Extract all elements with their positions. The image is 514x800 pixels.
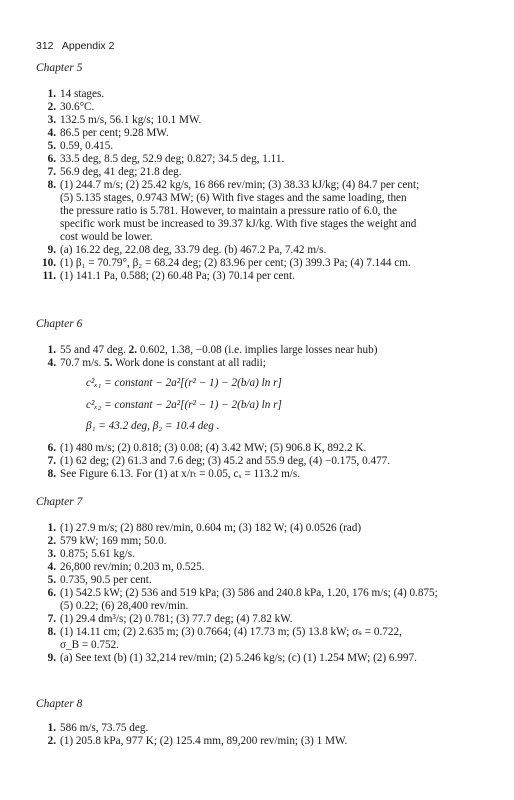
- equation-cx2: c²ₓ₂ = constant − 2a²[(r² − 1) − 2(b/a) ln r]: [86, 399, 282, 411]
- list-item: [36, 587, 472, 600]
- list-item: [36, 101, 472, 114]
- list-item: [36, 561, 472, 574]
- list-item: [36, 626, 472, 639]
- answer-text: 56.9 deg, 41 deg; 21.8 deg.: [60, 166, 182, 178]
- chapter-6-heading: Chapter 6: [36, 318, 83, 330]
- list-item: [36, 600, 472, 613]
- answer-number: 2.: [47, 101, 56, 113]
- list-item: [36, 270, 472, 283]
- chapter-8-answers: [36, 722, 472, 748]
- answer-text: (1) 27.9 m/s; (2) 880 rev/min, 0.604 m; (3) 182 W; (4) 0.0526 (rad): [60, 522, 362, 534]
- answer-text: the pressure ratio is 5.781. However, to maintain a pressure ratio of 6.0, the: [60, 205, 397, 217]
- list-item: [36, 179, 472, 192]
- answer-number: 4.: [47, 127, 56, 139]
- list-item: [36, 548, 472, 561]
- answer-text: σ_B = 0.752.: [60, 639, 119, 651]
- answer-text: 0.59, 0.415.: [60, 140, 114, 152]
- answer-number: 5.: [47, 574, 56, 586]
- answer-number: 1.: [47, 522, 56, 534]
- list-item: [36, 218, 472, 231]
- answer-number: 9.: [47, 652, 56, 664]
- list-item: [36, 522, 472, 535]
- section-title: Appendix 2: [61, 40, 115, 52]
- answer-number: 2.: [47, 735, 56, 747]
- answer-number: 3.: [47, 114, 56, 126]
- chapter-5-heading: Chapter 5: [36, 62, 83, 74]
- answer-number: 7.: [47, 166, 56, 178]
- answer-number: 5.: [47, 140, 56, 152]
- answer-text: 0.735, 90.5 per cent.: [60, 574, 152, 586]
- list-item: [36, 88, 472, 101]
- chapter-6-answers-top: [36, 344, 472, 370]
- list-item: [36, 127, 472, 140]
- list-item: [36, 153, 472, 166]
- list-item: [36, 257, 472, 270]
- list-item: [36, 652, 472, 665]
- answer-text: 586 m/s, 73.75 deg.: [60, 722, 149, 734]
- equation-cx1: c²ₓ₁ = constant − 2a²[(r² − 1) − 2(b/a) ln r]: [86, 377, 282, 389]
- answer-number: 8.: [47, 626, 56, 638]
- answer-text: 26,800 rev/min; 0.203 m, 0.525.: [60, 561, 205, 573]
- list-item: [36, 140, 472, 153]
- list-item: 1. 55 and 47 deg. 2. 0.602, 1.38, −0.08 (i.e. implies large losses near hub): [47, 344, 378, 356]
- chapter-7-heading: Chapter 7: [36, 496, 83, 508]
- list-item: [36, 613, 472, 626]
- list-item: [36, 535, 472, 548]
- chapter-6-answers-bottom: [36, 442, 472, 481]
- list-item: [36, 192, 472, 205]
- answer-text: (5) 0.22; (6) 28,400 rev/min.: [60, 600, 189, 612]
- answer-text: 132.5 m/s, 56.1 kg/s; 10.1 MW.: [60, 114, 202, 126]
- answer-text: (1) β₁ = 70.79°, β₂ = 68.24 deg; (2) 83.96 per cent; (3) 399.3 Pa; (4) 7.144 cm.: [60, 257, 411, 269]
- answer-number: 9.: [47, 244, 56, 256]
- answer-text: (1) 205.8 kPa, 977 K; (2) 125.4 mm, 89,200 rev/min; (3) 1 MW.: [60, 735, 348, 747]
- answer-number: 2.: [47, 535, 56, 547]
- answer-number: 4.: [47, 561, 56, 573]
- list-item: [36, 244, 472, 257]
- answer-text: 86.5 per cent; 9.28 MW.: [60, 127, 169, 139]
- answer-text: (1) 141.1 Pa, 0.588; (2) 60.48 Pa; (3) 70.14 per cent.: [60, 270, 295, 282]
- answer-number: 11.: [42, 270, 56, 282]
- answer-text: (a) 16.22 deg, 22.08 deg, 33.79 deg. (b) 467.2 Pa, 7.42 m/s.: [60, 244, 327, 256]
- answer-text: specific work must be increased to 39.37 kJ/kg. With five stages the weight and: [60, 218, 417, 230]
- list-item: [36, 114, 472, 127]
- answer-number: 1.: [47, 722, 56, 734]
- answer-text: (5) 5.135 stages, 0.9743 MW; (6) With five stages and the same loading, then: [60, 192, 407, 204]
- answer-number: 6.: [47, 153, 56, 165]
- list-item: [36, 639, 472, 652]
- answer-number: 7.: [47, 613, 56, 625]
- answer-text: 579 kW; 169 mm; 50.0.: [60, 535, 167, 547]
- list-item: 7. (1) 62 deg; (2) 61.3 and 7.6 deg; (3) 45.2 and 55.9 deg, (4) −0.175, 0.477.: [47, 455, 391, 467]
- answer-text: 30.6°C.: [60, 101, 95, 113]
- list-item: [36, 735, 472, 748]
- answer-text: (1) 244.7 m/s; (2) 25.42 kg/s, 16 866 rev/min; (3) 38.33 kJ/kg; (4) 84.7 per cent;: [60, 179, 420, 191]
- chapter-7-answers: [36, 522, 472, 665]
- answer-text: 33.5 deg, 8.5 deg, 52.9 deg; 0.827; 34.5 deg, 1.11.: [60, 153, 285, 165]
- chapter-5-answers: [36, 88, 472, 283]
- answer-number: 10.: [42, 257, 56, 269]
- answer-number: 1.: [47, 88, 56, 100]
- equation-beta: β₁ = 43.2 deg, β₂ = 10.4 deg .: [86, 420, 220, 432]
- list-item: [36, 166, 472, 179]
- page-number: 312: [36, 40, 54, 52]
- answer-text: (a) See text (b) (1) 32,214 rev/min; (2) 5.246 kg/s; (c) (1) 1.254 MW; (2) 6.997.: [60, 652, 417, 664]
- answer-number: 8.: [47, 179, 56, 191]
- answer-text: (1) 14.11 cm; (2) 2.635 m; (3) 0.7664; (4) 17.73 m; (5) 13.8 kW; σₛ = 0.722,: [60, 626, 402, 638]
- list-item: 8. See Figure 6.13. For (1) at x/rₜ = 0.05, cₓ = 113.2 m/s.: [47, 468, 301, 480]
- list-item: [36, 722, 472, 735]
- list-item: [36, 231, 472, 244]
- answer-number: 3.: [47, 548, 56, 560]
- answer-text: cost would be lower.: [60, 231, 153, 243]
- answer-text: 0.875; 5.61 kg/s.: [60, 548, 135, 560]
- answer-number: 6.: [47, 587, 56, 599]
- list-item: 4. 70.7 m/s. 5. Work done is constant at all radii;: [47, 357, 266, 369]
- list-item: 6. (1) 480 m/s; (2) 0.818; (3) 0.08; (4) 3.42 MW; (5) 906.8 K, 892.2 K.: [47, 442, 367, 454]
- answer-text: 14 stages.: [60, 88, 105, 100]
- list-item: [36, 205, 472, 218]
- chapter-8-heading: Chapter 8: [36, 698, 83, 710]
- answer-text: (1) 29.4 dm³/s; (2) 0.781; (3) 77.7 deg; (4) 7.82 kW.: [60, 613, 293, 625]
- answer-text: (1) 542.5 kW; (2) 536 and 519 kPa; (3) 586 and 240.8 kPa, 1.20, 176 m/s; (4) 0.875;: [60, 587, 438, 599]
- running-header: [36, 40, 120, 53]
- list-item: [36, 574, 472, 587]
